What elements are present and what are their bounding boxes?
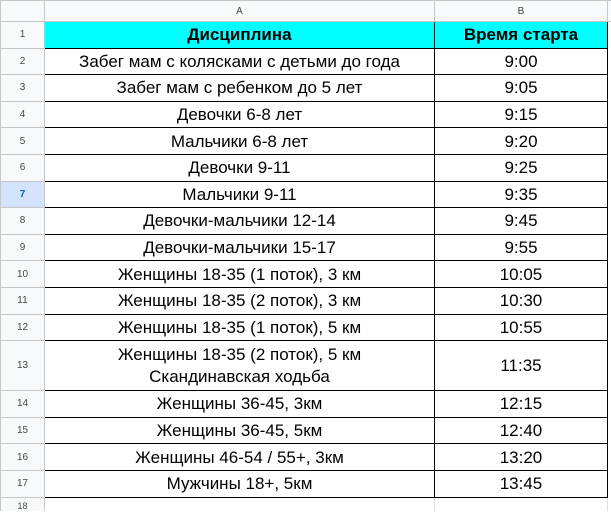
cell-a1-discipline-header[interactable]: Дисциплина — [45, 22, 435, 49]
row-header-6[interactable]: 6 — [1, 154, 45, 181]
cell-empty[interactable] — [435, 497, 608, 511]
cell-start-time[interactable]: 12:15 — [435, 391, 608, 418]
select-all-corner[interactable] — [1, 1, 45, 22]
column-header-c[interactable] — [608, 1, 611, 22]
row-header-16[interactable]: 16 — [1, 444, 45, 471]
table-row — [1, 154, 611, 181]
row-header-8[interactable]: 8 — [1, 208, 45, 235]
cell-b1-start-time-header[interactable]: Время старта — [435, 22, 608, 49]
cell-empty[interactable] — [608, 470, 611, 497]
cell-start-time[interactable]: 9:45 — [435, 208, 608, 235]
cell-empty[interactable] — [608, 314, 611, 341]
row-header-14[interactable]: 14 — [1, 391, 45, 418]
cell-empty[interactable] — [608, 101, 611, 128]
cell-discipline[interactable]: Женщины 18-35 (2 поток), 3 км — [45, 287, 435, 314]
cell-discipline[interactable]: Забег мам с ребенком до 5 лет — [45, 75, 435, 102]
row-header-13[interactable]: 13 — [1, 341, 45, 391]
cell-discipline[interactable]: Мужчины 18+, 5км — [45, 470, 435, 497]
cell-start-time[interactable]: 10:05 — [435, 261, 608, 288]
cell-empty[interactable] — [608, 181, 611, 208]
cell-discipline[interactable] — [45, 341, 435, 391]
cell-discipline-line: Скандинавская ходьба — [149, 366, 330, 386]
cell-start-time[interactable]: 13:20 — [435, 444, 608, 471]
cell-start-time[interactable]: 9:15 — [435, 101, 608, 128]
cell-empty[interactable] — [608, 48, 611, 75]
cell-empty[interactable] — [608, 444, 611, 471]
row-header-11[interactable]: 11 — [1, 287, 45, 314]
cell-start-time[interactable]: 9:35 — [435, 181, 608, 208]
row-header-4[interactable]: 4 — [1, 101, 45, 128]
cell-discipline[interactable]: Забег мам с колясками с детьми до года — [45, 48, 435, 75]
cell-empty[interactable] — [608, 75, 611, 102]
row-header-7[interactable]: 7 — [1, 181, 45, 208]
table-row — [1, 48, 611, 75]
column-header-b[interactable]: B — [435, 1, 608, 22]
row-header-2[interactable]: 2 — [1, 48, 45, 75]
table-row — [1, 341, 611, 391]
cell-empty[interactable] — [608, 287, 611, 314]
row-header-12[interactable]: 12 — [1, 314, 45, 341]
cell-empty[interactable] — [45, 497, 435, 511]
cell-discipline[interactable]: Мальчики 9-11 — [45, 181, 435, 208]
cell-empty[interactable] — [608, 261, 611, 288]
table-row — [1, 75, 611, 102]
cell-start-time[interactable]: 10:55 — [435, 314, 608, 341]
cell-discipline[interactable]: Женщины 36-45, 3км — [45, 391, 435, 418]
table-row — [1, 234, 611, 261]
table-row — [1, 314, 611, 341]
table-row-partial — [1, 497, 611, 511]
cell-empty[interactable] — [608, 208, 611, 235]
cell-empty[interactable] — [608, 128, 611, 155]
table-row — [1, 470, 611, 497]
table-row — [1, 287, 611, 314]
cell-start-time[interactable]: 12:40 — [435, 417, 608, 444]
table-row — [1, 181, 611, 208]
row-header-17[interactable]: 17 — [1, 470, 45, 497]
table-row — [1, 391, 611, 418]
cell-start-time[interactable]: 9:00 — [435, 48, 608, 75]
cell-discipline[interactable]: Девочки 6-8 лет — [45, 101, 435, 128]
table-row — [1, 128, 611, 155]
row-header-10[interactable]: 10 — [1, 261, 45, 288]
cell-discipline[interactable]: Девочки-мальчики 15-17 — [45, 234, 435, 261]
cell-discipline[interactable]: Женщины 18-35 (1 поток), 5 км — [45, 314, 435, 341]
cell-start-time[interactable]: 9:05 — [435, 75, 608, 102]
cell-discipline[interactable]: Женщины 18-35 (1 поток), 3 км — [45, 261, 435, 288]
cell-empty[interactable] — [608, 497, 611, 511]
cell-discipline-line: Женщины 18-35 (2 поток), 5 км — [117, 344, 362, 364]
table-row — [1, 261, 611, 288]
cell-empty[interactable] — [608, 391, 611, 418]
cell-empty[interactable] — [608, 154, 611, 181]
cell-discipline[interactable]: Мальчики 6-8 лет — [45, 128, 435, 155]
table-row-header — [1, 22, 611, 49]
cell-start-time[interactable]: 9:20 — [435, 128, 608, 155]
row-header-1[interactable]: 1 — [1, 22, 45, 49]
cell-discipline[interactable]: Девочки 9-11 — [45, 154, 435, 181]
column-header-a[interactable]: A — [45, 1, 435, 22]
cell-discipline[interactable]: Девочки-мальчики 12-14 — [45, 208, 435, 235]
row-header-15[interactable]: 15 — [1, 417, 45, 444]
row-header-9[interactable]: 9 — [1, 234, 45, 261]
table-row — [1, 101, 611, 128]
table-row — [1, 444, 611, 471]
row-header-5[interactable]: 5 — [1, 128, 45, 155]
row-header-18[interactable]: 18 — [1, 497, 45, 511]
cell-empty[interactable] — [608, 417, 611, 444]
cell-discipline[interactable]: Женщины 46-54 / 55+, 3км — [45, 444, 435, 471]
cell-start-time[interactable]: 9:25 — [435, 154, 608, 181]
cell-start-time[interactable]: 10:30 — [435, 287, 608, 314]
cell-start-time[interactable]: 11:35 — [435, 341, 608, 391]
row-header-3[interactable]: 3 — [1, 75, 45, 102]
table-row — [1, 417, 611, 444]
cell-start-time[interactable]: 13:45 — [435, 470, 608, 497]
table-row — [1, 208, 611, 235]
cell-empty[interactable] — [608, 234, 611, 261]
cell-empty[interactable] — [608, 341, 611, 391]
cell-start-time[interactable]: 9:55 — [435, 234, 608, 261]
cell-discipline[interactable]: Женщины 36-45, 5км — [45, 417, 435, 444]
